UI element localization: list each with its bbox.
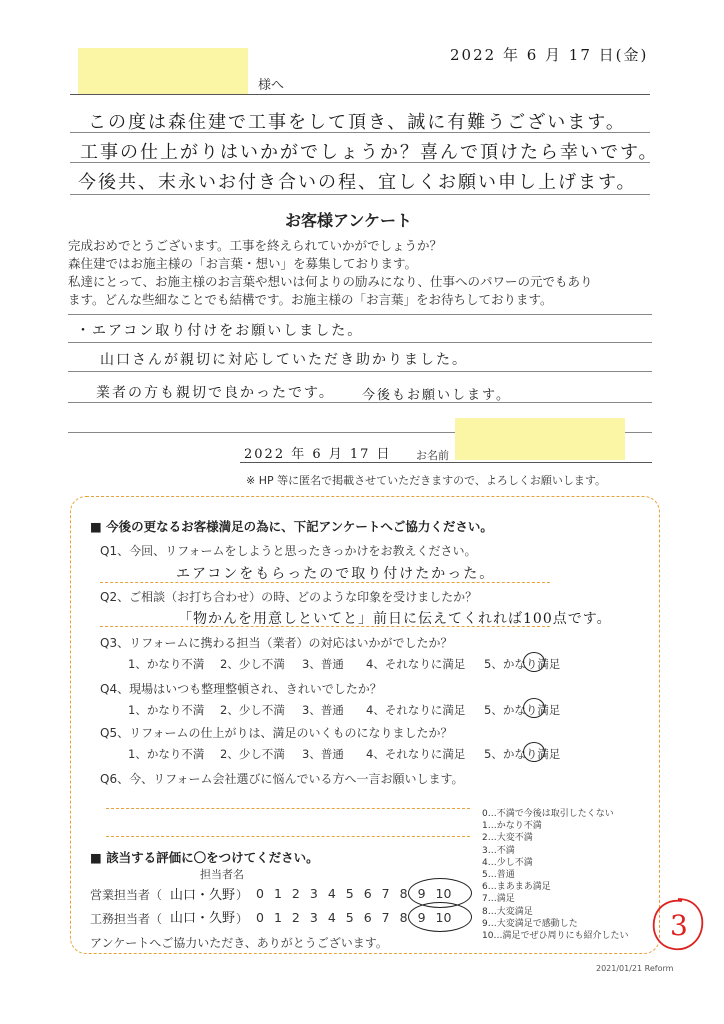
q5-option-5[interactable]: 5、かなり満足 — [484, 747, 561, 761]
q3-option-1[interactable]: 1、かなり不満 — [128, 657, 205, 671]
rating-digit[interactable]: 0 — [256, 886, 264, 901]
recipient-line — [70, 94, 650, 95]
survey-intro-1: 完成おめでとうございます。工事を終えられていかがでしょうか？ — [68, 238, 443, 253]
rating-digit[interactable]: 4 — [327, 886, 336, 901]
rating-digit[interactable]: 2 — [291, 886, 300, 901]
rating-digit[interactable]: 0 — [256, 910, 264, 925]
rating-digit[interactable]: 2 — [291, 910, 300, 925]
sign-date: 2022 年 6 月 17 日 — [244, 447, 392, 462]
stamp-number: 3 — [670, 909, 688, 942]
q3-selection-circle — [523, 652, 545, 672]
works-staff-name: 山口・久野 — [170, 911, 236, 926]
sales-staff-name: 山口・久野 — [170, 888, 236, 903]
legend-item: 1…かなり不満 — [482, 821, 542, 832]
legend-item: 3…不満 — [482, 845, 515, 856]
question-5: Q5、リフォームの仕上がりは、満足のいくものになりましたか？ — [100, 726, 453, 740]
rating-digit[interactable]: 7 — [381, 910, 390, 925]
q3-option-2[interactable]: 2、少し不満 — [220, 657, 285, 671]
q4-option-2[interactable]: 2、少し不満 — [220, 703, 285, 717]
legend-item: 6…まあまあ満足 — [482, 882, 551, 893]
question-2: Q2、ご相談（お打ち合わせ）の時、どのような印象を受けましたか？ — [100, 590, 478, 604]
comment-line-2: 山口さんが親切に対応していただき助かりました。 — [100, 352, 468, 368]
rating-digit[interactable]: 3 — [309, 886, 318, 901]
q5-option-3[interactable]: 3、普通 — [302, 747, 344, 761]
works-close-paren: ） — [236, 912, 249, 926]
q3-option-4[interactable]: 4、それなりに満足 — [366, 657, 466, 671]
letter-date: 2022 年 6 月 17 日(金) — [450, 46, 649, 64]
thanks-text: アンケートへご協力いただき、ありがとうございます。 — [90, 936, 388, 950]
q5-option-4[interactable]: 4、それなりに満足 — [366, 747, 466, 761]
survey-title: お客様アンケート — [285, 211, 413, 230]
q3-option-5[interactable]: 5、かなり満足 — [484, 657, 561, 671]
red-score-stamp — [648, 895, 708, 955]
rating-digit[interactable]: 9 — [417, 910, 426, 925]
sales-staff-label: 営業担当者（ — [90, 888, 163, 902]
comment-line-3: 業者の方も親切で良かったです。 — [96, 385, 335, 401]
rating-digit[interactable]: 1 — [273, 910, 282, 925]
survey-intro-3: 私達にとって、お施主様のお言葉や想いは何よりの励みになり、仕事へのパワーの元でもあり — [68, 274, 593, 289]
survey-intro-2: 森住建ではお施主様の「お言葉・想い」を募集しております。 — [68, 256, 418, 271]
answer-1: エアコンをもらったので取り付けたかった。 — [176, 566, 496, 582]
comment-line-1: ・エアコン取り付けをお願いしました。 — [76, 323, 364, 339]
legend-item: 8…大変満足 — [482, 906, 533, 917]
legend-item: 5…普通 — [482, 870, 515, 881]
recipient-suffix: 様へ — [258, 78, 285, 93]
rating-legend — [482, 808, 628, 942]
rating-digit[interactable]: 8 — [399, 886, 408, 901]
recipient-name-redaction — [78, 48, 248, 94]
legend-item: 10…満足でぜひ周りにも紹介したい — [482, 931, 629, 942]
q5-option-1[interactable]: 1、かなり不満 — [128, 747, 205, 761]
q4-selection-circle — [523, 698, 545, 718]
staff-name-label: 担当者名 — [200, 868, 244, 881]
rating-digit[interactable]: 6 — [363, 910, 372, 925]
q4-option-1[interactable]: 1、かなり不満 — [128, 703, 205, 717]
question-4: Q4、現場はいつも整理整頓され、きれいでしたか？ — [100, 682, 382, 696]
anonymity-notice: ※ HP 等に匿名で掲載させていただきますので、よろしくお願いします。 — [246, 474, 607, 487]
comment-line-4: 今後もお願いします。 — [362, 388, 511, 403]
rating-digit[interactable]: 1 — [273, 886, 282, 901]
rating-digit[interactable]: 3 — [309, 910, 318, 925]
legend-item: 0…不満で今後は取引したくない — [482, 809, 614, 819]
eval-heading: ■ 該当する評価に〇をつけてください。 — [90, 850, 319, 865]
rating-digit[interactable]: 8 — [399, 910, 408, 925]
q4-option-5[interactable]: 5、かなり満足 — [484, 703, 561, 717]
question-6: Q6、今、リフォーム会社選びに悩んでいる方へ一言お願いします。 — [100, 772, 464, 786]
legend-item: 2…大変不満 — [482, 833, 533, 844]
q5-option-2[interactable]: 2、少し不満 — [220, 747, 285, 761]
rating-digit[interactable]: 5 — [345, 886, 354, 901]
q4-option-3[interactable]: 3、普通 — [302, 703, 344, 717]
works-selection-circle — [408, 902, 472, 932]
question-1: Q1、今回、リフォームをしようと思ったきっかけをお教えください。 — [100, 544, 477, 558]
answer-2: 「物かんを用意しといてと」前日に伝えてくれれば100点です。 — [178, 611, 612, 627]
q4-option-4[interactable]: 4、それなりに満足 — [366, 703, 466, 717]
letter-line-2: 工事の仕上がりはいかがでしょうか？喜んで頂けたら幸いです。 — [80, 142, 659, 163]
works-staff-label: 工務担当者（ — [90, 912, 163, 926]
question-3: Q3、リフォームに携わる担当（業者）の対応はいかがでしたか？ — [100, 636, 453, 650]
rating-digit[interactable]: 7 — [381, 886, 390, 901]
survey-intro-4: ます。どんな些細なことでも結構です。お施主様の「お言葉」をお待ちしております。 — [68, 292, 553, 307]
name-label: お名前 — [416, 449, 449, 462]
letter-line-1: この度は森住建で工事をして頂き、誠に有難うございます。 — [88, 112, 626, 133]
sales-close-paren: ） — [236, 888, 249, 902]
q5-selection-circle — [523, 742, 545, 762]
rating-digit[interactable]: 4 — [327, 910, 336, 925]
q3-option-3[interactable]: 3、普通 — [302, 657, 344, 671]
rating-digit[interactable]: 10 — [435, 886, 452, 901]
legend-item: 9…大変満足で感動した — [482, 918, 578, 929]
rating-digit[interactable]: 9 — [417, 886, 426, 901]
legend-item: 4…少し不満 — [482, 857, 533, 868]
customer-name-redaction — [455, 418, 625, 460]
rating-digit[interactable]: 5 — [345, 910, 354, 925]
rating-digit[interactable]: 6 — [363, 886, 372, 901]
footer-version: 2021/01/21 Reform — [596, 964, 674, 973]
box-heading: ■ 今後の更なるお客様満足の為に、下記アンケートへご協力ください。 — [90, 519, 493, 534]
legend-item: 7…満足 — [482, 894, 515, 905]
letter-line-3: 今後共、末永いお付き合いの程、宜しくお願い申し上げます。 — [78, 172, 637, 193]
rating-digit[interactable]: 10 — [435, 910, 452, 925]
